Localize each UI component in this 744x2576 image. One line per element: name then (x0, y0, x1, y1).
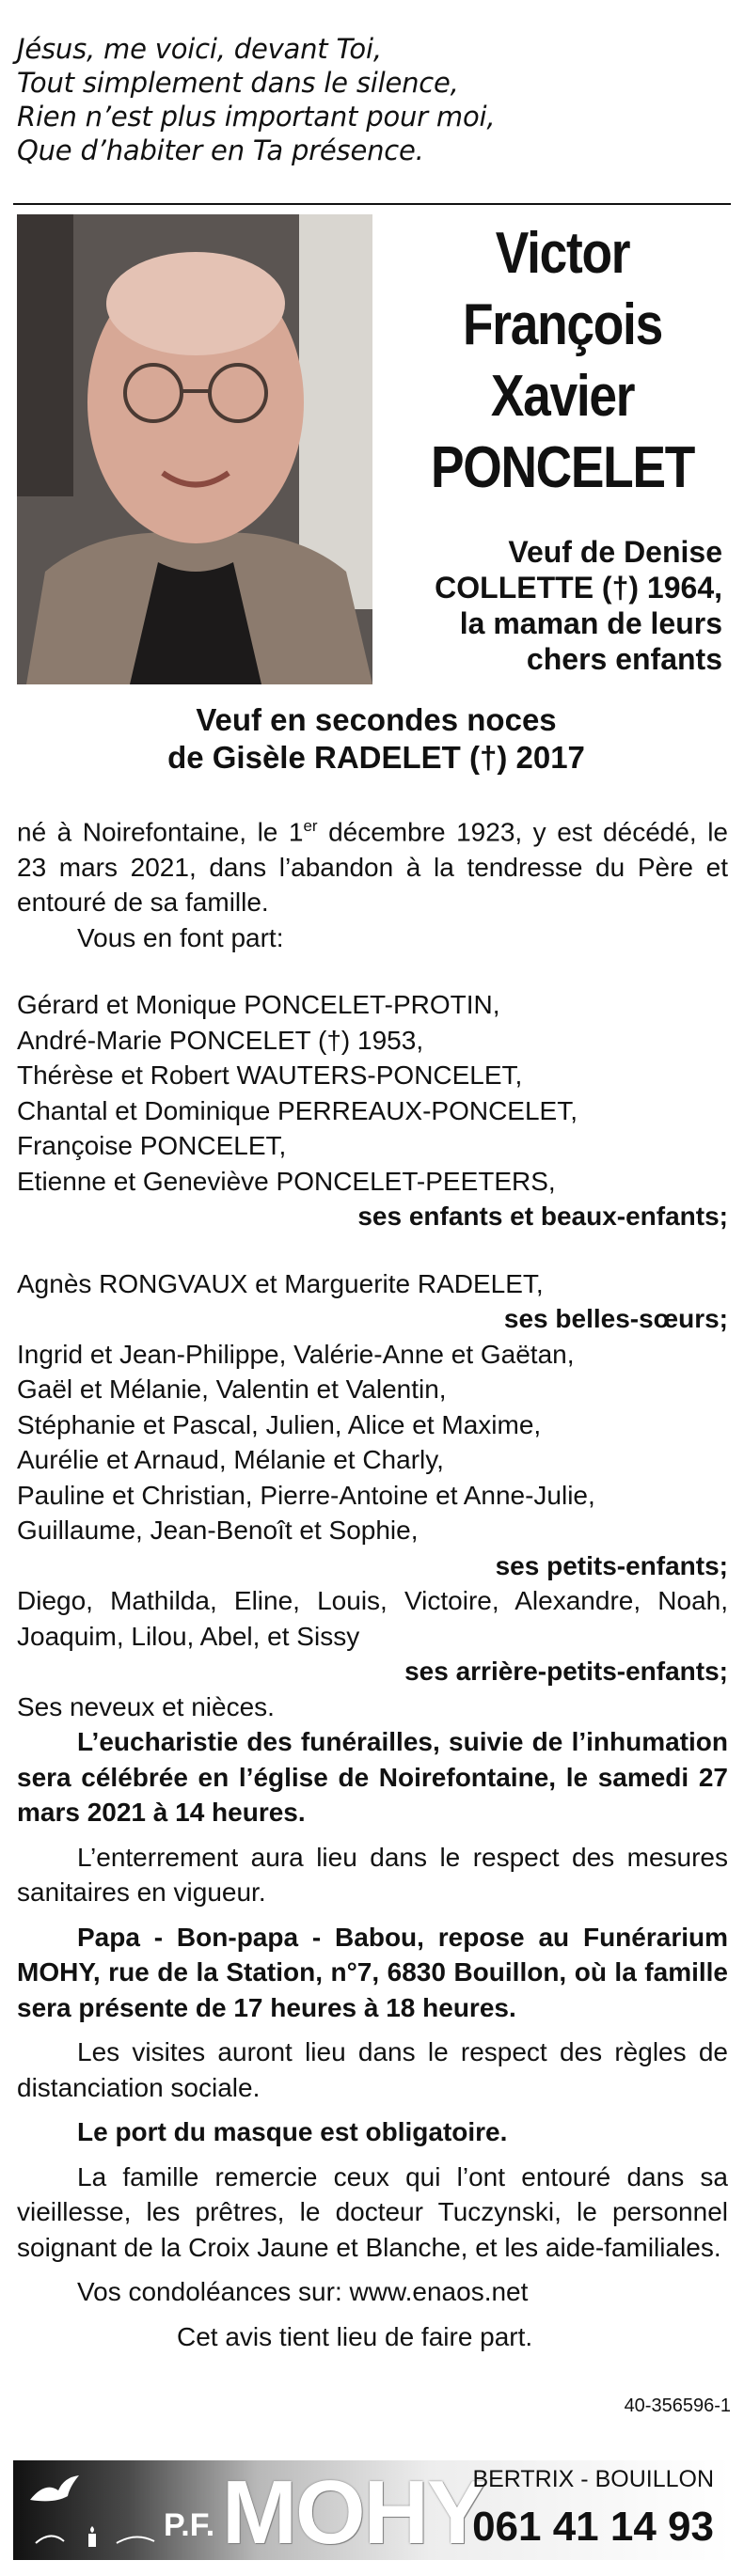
second-spouse-line: de Gisèle RADELET (†) 2017 (167, 740, 585, 775)
burial-note: L’enterrement aura lieu dans le respect des mesures sanitaires en vigueur. (17, 1842, 728, 1908)
grandchildren-list (17, 1337, 728, 1548)
second-spouse (75, 701, 677, 777)
poem-line: Que d’habiter en Ta présence. (17, 134, 424, 166)
funeral-home-logo: MOHY (222, 2462, 485, 2563)
second-spouse-line: Veuf en secondes noces (196, 702, 557, 737)
birth-paragraph: né à Noirefontaine, le 1er décembre 1923, y est décédé, le 23 mars 2021, dans l’abandon à la tendresse du Père et entouré de sa famille. (17, 817, 728, 918)
candle-icon (32, 2526, 182, 2549)
funeral-home-cities: BERTRIX - BOUILLON (472, 2466, 714, 2492)
grandchildren-label: ses petits-enfants; (495, 1550, 728, 1580)
deceased-name (417, 218, 708, 504)
list-item: Guillaume, Jean-Benoît et Sophie, (17, 1516, 419, 1546)
children-label: ses enfants et beaux-enfants; (357, 1202, 728, 1232)
name-line: PONCELET (430, 435, 695, 500)
list-item: Chantal et Dominique PERREAUX-PONCELET, (17, 1095, 578, 1125)
reference-number: 40-356596-1 (624, 2395, 731, 2416)
list-item: Ingrid et Jean-Philippe, Valérie-Anne et Gaëtan, (17, 1339, 575, 1369)
list-item: Gérard et Monique PONCELET-PROTIN, (17, 990, 500, 1020)
portrait-photo (17, 214, 372, 684)
funeral-home-phone: 061 41 14 93 (472, 2504, 714, 2550)
name-line: Victor (495, 221, 630, 286)
poem-line: Tout simplement dans le silence, (17, 67, 459, 99)
first-spouse-line: chers enfants (526, 642, 722, 676)
divider (13, 203, 731, 205)
announce-text: Vous en font part: (77, 922, 284, 952)
first-spouse-line: COLLETTE (†) 1964, (435, 571, 722, 605)
list-item: Thérèse et Robert WAUTERS-PONCELET, (17, 1060, 523, 1091)
first-spouse-line: la maman de leurs (459, 606, 722, 640)
great-grandchildren-label: ses arrière-petits-enfants; (404, 1657, 728, 1687)
visits-note: Les visites auront lieu dans le respect des règles de distanciation sociale. (17, 2037, 728, 2102)
notice-body (17, 809, 728, 2354)
list-item: Gaël et Mélanie, Valentin et Valentin, (17, 1374, 447, 1405)
first-spouse (393, 534, 722, 677)
list-item: Pauline et Christian, Pierre-Antoine et Anne-Julie, (17, 1480, 595, 1510)
name-line: François (463, 292, 662, 357)
children-list (17, 987, 728, 1199)
great-grandchildren: Diego, Mathilda, Eline, Louis, Victoire, Alexandre, Noah, Joaquim, Lilou, Abel, et Sissy (17, 1586, 728, 1651)
thanks-text: La famille remercie ceux qui l’ont entouré dans sa vieillesse, les prêtres, le docteur Tuczynski, le personnel soignant de la Croix Jaune et Blanche, et les aide-familiales. (17, 2161, 728, 2262)
sisters-label: ses belles-sœurs; (503, 1304, 728, 1334)
notice-text: Cet avis tient lieu de faire part. (177, 2321, 533, 2351)
funeral-home-banner (13, 2460, 731, 2563)
mask-note: Le port du masque est obligatoire. (77, 2117, 508, 2147)
poem-line: Jésus, me voici, devant Toi, (17, 33, 382, 65)
sisters-in-law: Agnès RONGVAUX et Marguerite RADELET, (17, 1268, 544, 1298)
list-item: Françoise PONCELET, (17, 1131, 287, 1161)
opening-poem (17, 32, 732, 167)
condolences-text: Vos condoléances sur: www.enaos.net (77, 2277, 529, 2307)
funeral-info: L’eucharistie des funérailles, suivie de l’inhumation sera célébrée en l’église de Noirefontaine, le samedi 27 mars 2021 à 14 heures. (17, 1727, 728, 1828)
nephews-text: Ses neveux et nièces. (17, 1691, 275, 1721)
poem-line: Rien n’est plus important pour moi, (17, 101, 496, 133)
funeral-home-prefix: P.F. (164, 2507, 215, 2543)
list-item: Stéphanie et Pascal, Julien, Alice et Maxime, (17, 1409, 542, 1439)
list-item: Etienne et Geneviève PONCELET-PEETERS, (17, 1166, 556, 1196)
list-item: André-Marie PONCELET (†) 1953, (17, 1025, 424, 1055)
funerarium-info: Papa - Bon-papa - Babou, repose au Funérarium MOHY, rue de la Station, n°7, 6830 Bouillon, où la famille sera présente de 17 heures à 18 heures. (17, 1922, 728, 2022)
list-item: Aurélie et Arnaud, Mélanie et Charly, (17, 1445, 444, 1475)
first-spouse-line: Veuf de Denise (508, 535, 722, 569)
name-line: Xavier (490, 364, 635, 429)
dove-icon (26, 2472, 83, 2509)
